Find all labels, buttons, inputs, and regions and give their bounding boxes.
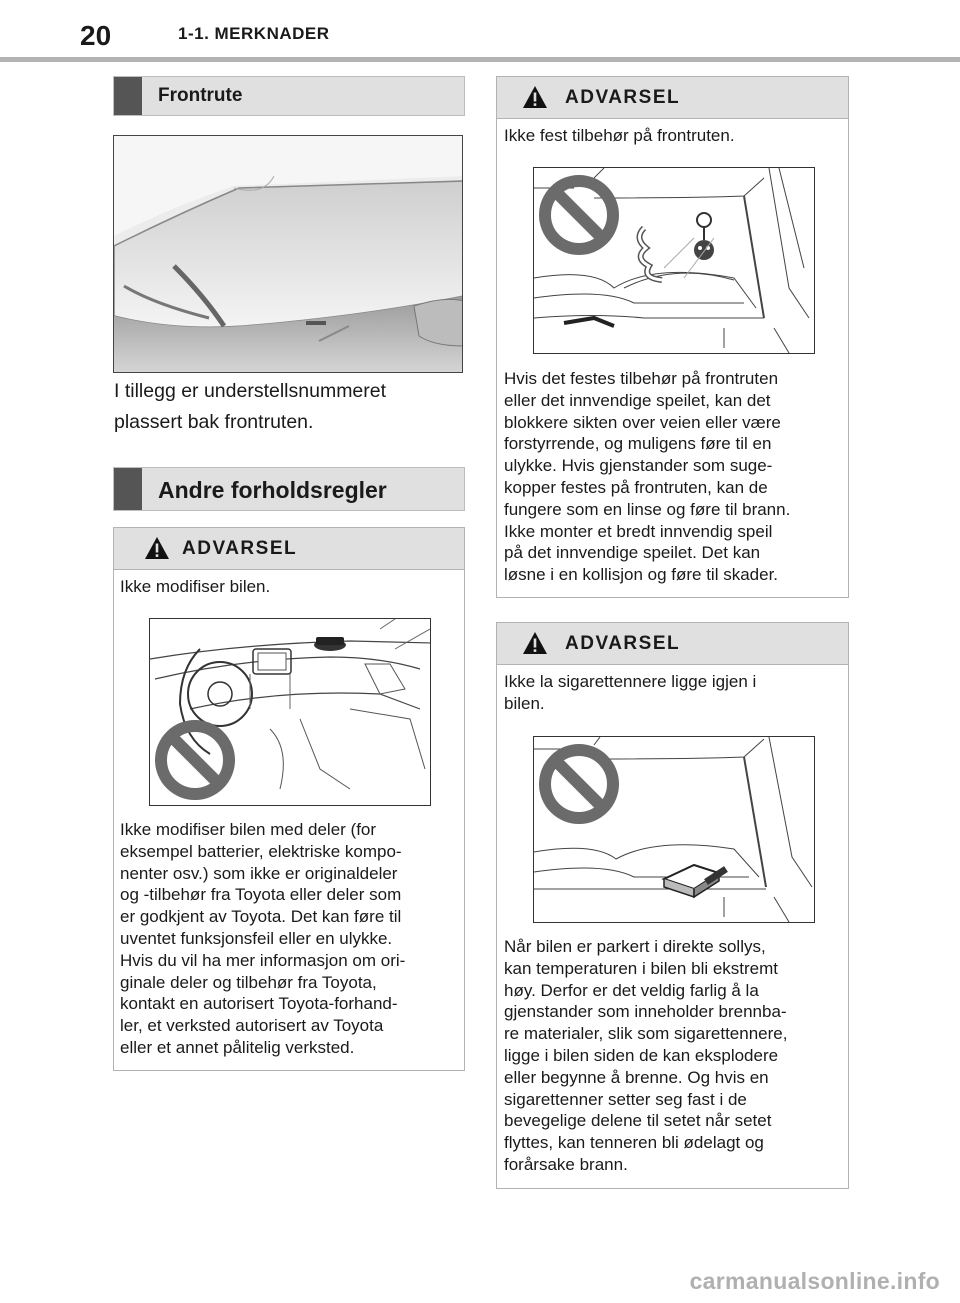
warning-body-line: kan temperaturen i bilen bli ekstremt [504,958,779,978]
warning-body-line: eksempel batterier, elektriske kompo- [120,841,402,861]
prohibited-icon [538,174,620,256]
warning-body-line: kopper festes på frontruten, kan de [504,477,768,497]
warning-intro: Ikke modifiser bilen. [120,577,271,596]
andre-heading [113,467,465,511]
andre-heading-label: Andre forholdsregler [158,477,387,503]
warning-intro-line: Ikke la sigarettennere ligge igjen i [504,672,757,691]
warning-box-modify [113,527,465,1071]
warning-body-line: løsne i en kollisjon og føre til skader. [504,565,779,585]
prohibited-icon [154,719,236,801]
warning-intro-line: bilen. [504,693,545,713]
warning-body-line: gjenstander som inneholder brennba- [504,1002,787,1022]
warning-intro [504,671,756,715]
car-interior-illustration [149,618,431,806]
warning-body-line: eller begynne å brenne. Og hvis en [504,1067,769,1087]
header-rule [0,57,960,62]
warning-triangle-icon [522,85,548,109]
warning-header [114,528,464,570]
warning-label: ADVARSEL [565,633,681,654]
warning-body-line: Hvis du vil ha mer informasjon om ori- [120,950,406,970]
warning-label: ADVARSEL [565,87,681,108]
page-number: 20 [80,20,112,51]
warning-body-line: Ikke monter et bredt innvendig speil [504,521,773,541]
warning-intro: Ikke fest tilbehør på frontruten. [504,126,735,145]
warning-body [504,936,846,1176]
warning-label: ADVARSEL [182,538,298,559]
page-header [0,0,960,62]
warning-body-line: bevegelige delene til setet når setet [504,1111,772,1131]
warning-box-cigarette-lighter [496,622,849,1189]
warning-triangle-icon [522,631,548,655]
warning-body-line: nenter osv.) som ikke er originaldeler [120,863,398,883]
warning-body-line: og -tilbehør fra Toyota eller deler som [120,885,402,905]
warning-body-line: uventet funksjonsfeil eller en ulykke. [120,928,393,948]
warning-body-line: forstyrrende, og muligens føre til en [504,434,772,454]
warning-body [504,368,846,586]
frontrute-text-line: I tillegg er understellsnummeret [114,380,387,402]
frontrute-heading-label: Frontrute [158,85,243,106]
warning-triangle-icon [144,536,170,560]
warning-body-line: eller et annet pålitelig verksted. [120,1037,355,1057]
prohibited-icon [538,743,620,825]
warning-header [497,77,848,119]
watermark: carmanualsonline.info [689,1268,940,1294]
warning-body-line: re materialer, slik som sigarettennere, [504,1024,788,1044]
lighter-illustration [533,736,815,923]
mirror-accessory-illustration [533,167,815,354]
warning-body-line: forårsake brann. [504,1154,628,1174]
frontrute-text [114,376,464,438]
frontrute-text-line: plassert bak frontruten. [114,411,314,433]
warning-body-line: Ikke modifiser bilen med deler (for [120,820,377,839]
warning-body-line: på det innvendige speilet. Det kan [504,543,761,563]
warning-body-line: ler, et verksted autorisert av Toyota [120,1016,384,1036]
warning-body-line: Når bilen er parkert i direkte sollys, [504,937,766,956]
warning-body-line: ulykke. Hvis gjenstander som suge- [504,456,773,476]
warning-body-line: fungere som en linse og føre til brann. [504,499,791,519]
warning-body-line: flyttes, kan tenneren bli ødelagt og [504,1133,764,1153]
warning-body-line: eller det innvendige speilet, kan det [504,390,771,410]
heading-bar [114,77,142,115]
heading-bar [114,468,142,510]
warning-body-line: er godkjent av Toyota. Det kan føre til [120,907,402,927]
warning-body-line: høy. Derfor er det veldig farlig å la [504,980,759,1000]
section-title: 1-1. MERKNADER [178,24,330,43]
warning-body-line: blokkere sikten over veien eller være [504,412,781,432]
warning-body-line: kontakt en autorisert Toyota-forhand- [120,994,398,1014]
warning-body-line: sigarettenner setter seg fast i de [504,1089,747,1109]
warning-body-line: ginale deler og tilbehør fra Toyota, [120,972,377,992]
warning-box-windshield-accessories [496,76,849,598]
warning-header [497,623,848,665]
frontrute-heading [113,76,465,116]
warning-body-line: Hvis det festes tilbehør på frontruten [504,369,779,388]
warning-body [120,819,460,1059]
windshield-illustration [113,135,463,373]
warning-body-line: ligge i bilen siden de kan eksplodere [504,1045,779,1065]
